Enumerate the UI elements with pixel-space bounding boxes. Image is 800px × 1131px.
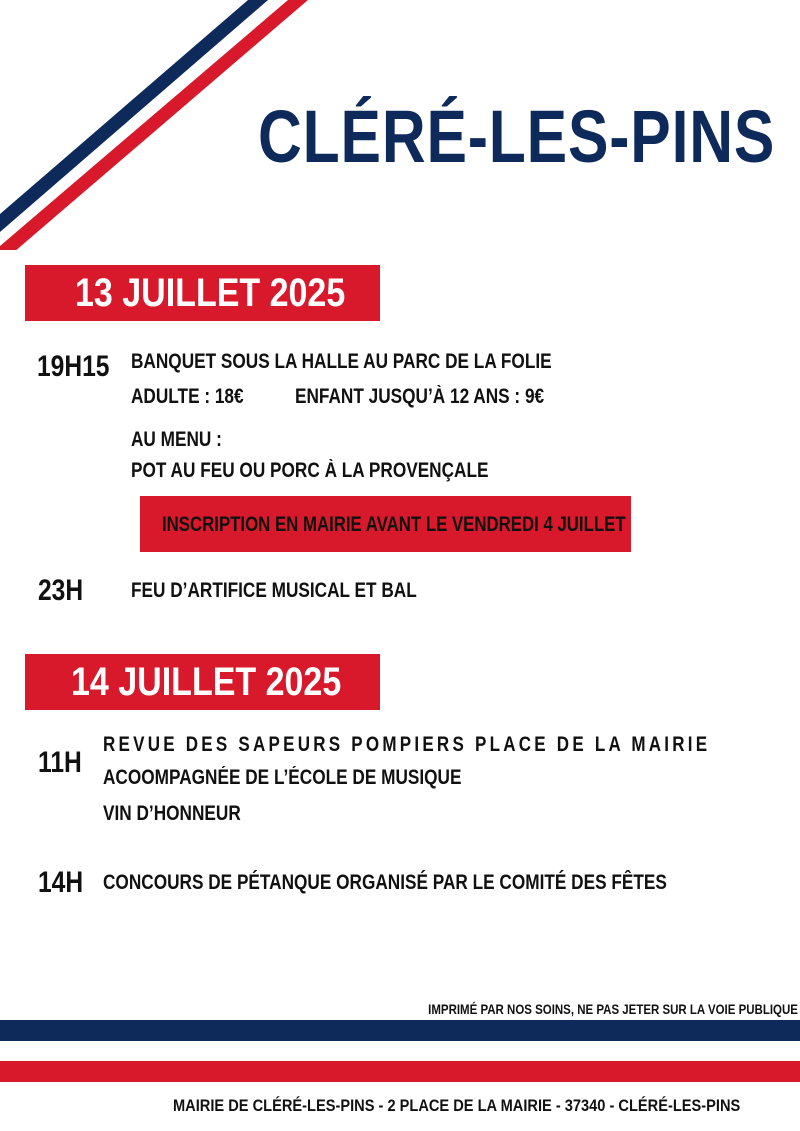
event-petanque-title: CONCOURS DE PÉTANQUE ORGANISÉ PAR LE COMITÉ DES FÊTES (103, 871, 667, 894)
date-banner-13-juillet (25, 265, 380, 321)
red-footer-bar (0, 1061, 800, 1082)
navy-footer-bar (0, 1020, 800, 1041)
event-banquet-title: BANQUET SOUS LA HALLE AU PARC DE LA FOLIE (131, 350, 552, 373)
event-time-banquet: 19H15 (37, 350, 110, 383)
event-revue-title: REVUE DES SAPEURS POMPIERS PLACE DE LA MAIRIE (103, 733, 711, 756)
date-banner-14-juillet (25, 654, 380, 710)
event-revue-line2: ACOOMPAGNÉE DE L’ÉCOLE DE MUSIQUE (103, 766, 462, 789)
menu-label: AU MENU : (131, 428, 222, 451)
event-time-fireworks: 23H (38, 574, 84, 607)
date-banner-label: 14 JUILLET 2025 (71, 660, 342, 704)
event-time-revue: 11H (38, 746, 82, 779)
page-title: CLÉRÉ-LES-PINS (258, 95, 776, 178)
date-banner-label: 13 JUILLET 2025 (75, 271, 346, 315)
footer-address: MAIRIE DE CLÉRÉ-LES-PINS - 2 PLACE DE LA MAIRIE - 37340 - CLÉRÉ-LES-PINS (173, 1096, 741, 1115)
print-notice: IMPRIMÉ PAR NOS SOINS, NE PAS JETER SUR LA VOIE PUBLIQUE (428, 1001, 798, 1017)
registration-notice (140, 496, 631, 552)
registration-notice-text: INSCRIPTION EN MAIRIE AVANT LE VENDREDI 4 JUILLET (162, 513, 626, 536)
event-revue-line3: VIN D’HONNEUR (103, 802, 241, 825)
price-child: ENFANT JUSQU’À 12 ANS : 9€ (295, 385, 545, 408)
event-fireworks-title: FEU D’ARTIFICE MUSICAL ET BAL (131, 579, 417, 602)
event-time-petanque: 14H (38, 866, 84, 899)
menu-description: POT AU FEU OU PORC À LA PROVENÇALE (131, 459, 489, 482)
navy-diagonal-stripe (0, 0, 268, 232)
price-adult: ADULTE : 18€ (131, 385, 244, 408)
